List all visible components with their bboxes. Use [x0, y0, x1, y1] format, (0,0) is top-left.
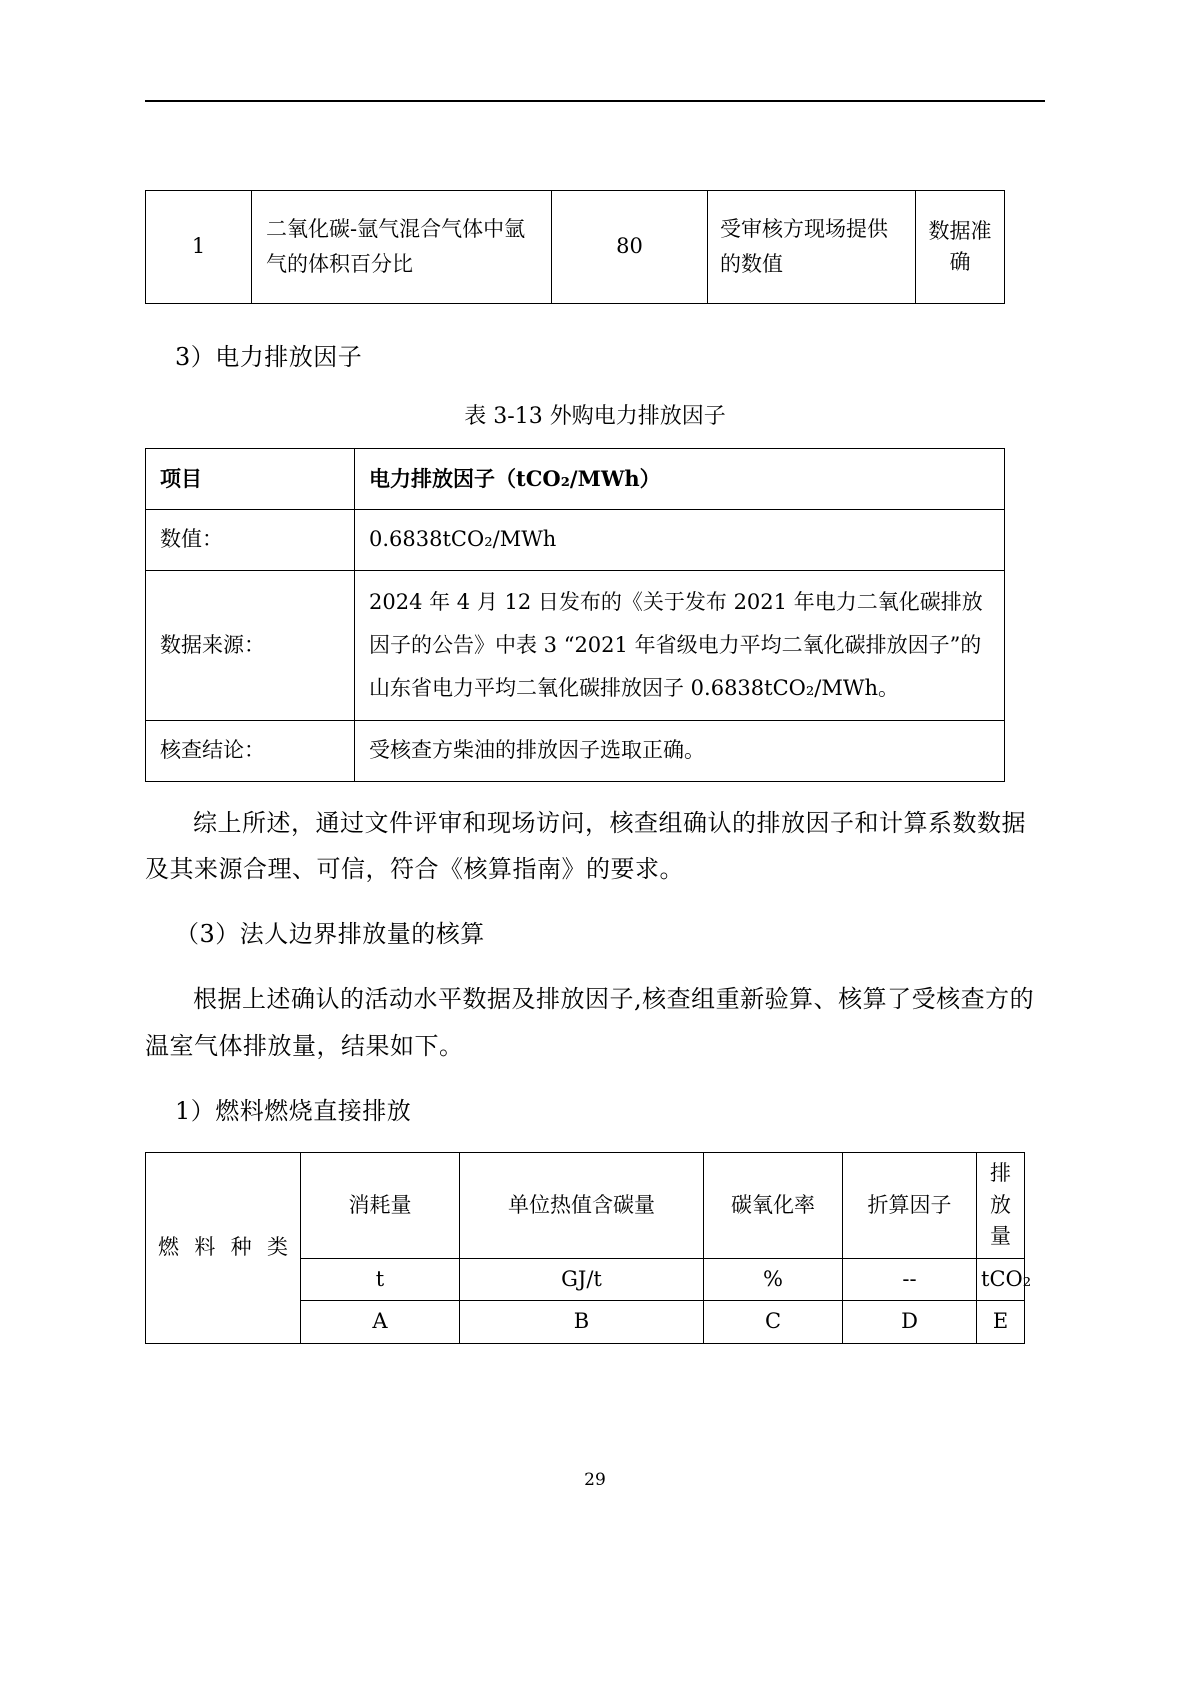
table-row: [146, 191, 1005, 304]
power-emission-factor-table: [145, 448, 1005, 782]
argon-row-description: 二氧化碳-氩气混合气体中氩气的体积百分比: [252, 191, 552, 304]
fuel-combustion-table: [145, 1152, 1032, 1344]
argon-row-value: 80: [552, 191, 708, 304]
fuel-unit-emissions: tCO₂: [977, 1258, 1025, 1301]
fuel-symbol-conversion-factor: D: [843, 1301, 977, 1344]
table-row: [146, 570, 1005, 720]
ef-row-label-source: 数据来源：: [146, 570, 355, 720]
fuel-column-carbon-content: 单位热值含碳量: [460, 1153, 704, 1259]
ef-row-value: 0.6838tCO₂/MWh: [355, 509, 1005, 570]
fuel-unit-conversion-factor: --: [843, 1258, 977, 1301]
argon-row-conclusion: 数据准确: [916, 191, 1005, 304]
section-heading-boundary-accounting: （3）法人边界排放量的核算: [175, 920, 485, 949]
argon-continuation-table: [145, 190, 1005, 304]
fuel-symbol-emissions: E: [977, 1301, 1025, 1344]
fuel-symbol-consumption: A: [301, 1301, 460, 1344]
table-row: [146, 720, 1005, 781]
paragraph-boundary-body: 根据上述确认的活动水平数据及排放因子,核查组重新验算、核算了受核查方的温室气体排放量，结果如下。: [145, 985, 1035, 1060]
table-header-row: [146, 448, 1005, 509]
fuel-unit-oxidation-rate: %: [704, 1258, 843, 1301]
fuel-column-consumption: 消耗量: [301, 1153, 460, 1259]
argon-row-source: 受审核方现场提供的数值: [708, 191, 916, 304]
page-number: 29: [584, 1470, 606, 1490]
table-header-row: [146, 1153, 1025, 1259]
fuel-column-fuel-type: 燃 料 种 类: [146, 1153, 301, 1344]
fuel-column-oxidation-rate: 碳氧化率: [704, 1153, 843, 1259]
fuel-column-conversion-factor: 折算因子: [843, 1153, 977, 1259]
subsection-heading-fuel-combustion: 1）燃料燃烧直接排放: [175, 1096, 412, 1125]
fuel-symbol-oxidation-rate: C: [704, 1301, 843, 1344]
fuel-unit-carbon-content: GJ/t: [460, 1258, 704, 1301]
fuel-column-emissions: 排放量: [977, 1153, 1025, 1259]
ef-header-label: 项目: [146, 448, 355, 509]
ef-row-source: 2024 年 4 月 12 日发布的《关于发布 2021 年电力二氧化碳排放因子的公告》中表 3 “2021 年省级电力平均二氧化碳排放因子”的山东省电力平均二氧化碳排放因子 0.6838tCO₂/MWh。: [355, 570, 1005, 720]
table-row: [146, 509, 1005, 570]
page-content: [145, 190, 1045, 1344]
fuel-symbol-carbon-content: B: [460, 1301, 704, 1344]
ef-row-label-conclusion: 核查结论：: [146, 720, 355, 781]
ef-header-value: 电力排放因子（tCO₂/MWh）: [355, 448, 1005, 509]
header-divider: [145, 100, 1045, 102]
table-caption-3-13: 表 3-13 外购电力排放因子: [464, 403, 726, 429]
section-heading-power-ef: 3）电力排放因子: [175, 343, 363, 371]
fuel-unit-consumption: t: [301, 1258, 460, 1301]
argon-row-index: 1: [146, 191, 252, 304]
paragraph-summary: 综上所述，通过文件评审和现场访问，核查组确认的排放因子和计算系数数据及其来源合理、可信，符合《核算指南》的要求。: [145, 808, 1026, 884]
ef-row-conclusion: 受核查方柴油的排放因子选取正确。: [355, 720, 1005, 781]
ef-row-label-value: 数值：: [146, 509, 355, 570]
